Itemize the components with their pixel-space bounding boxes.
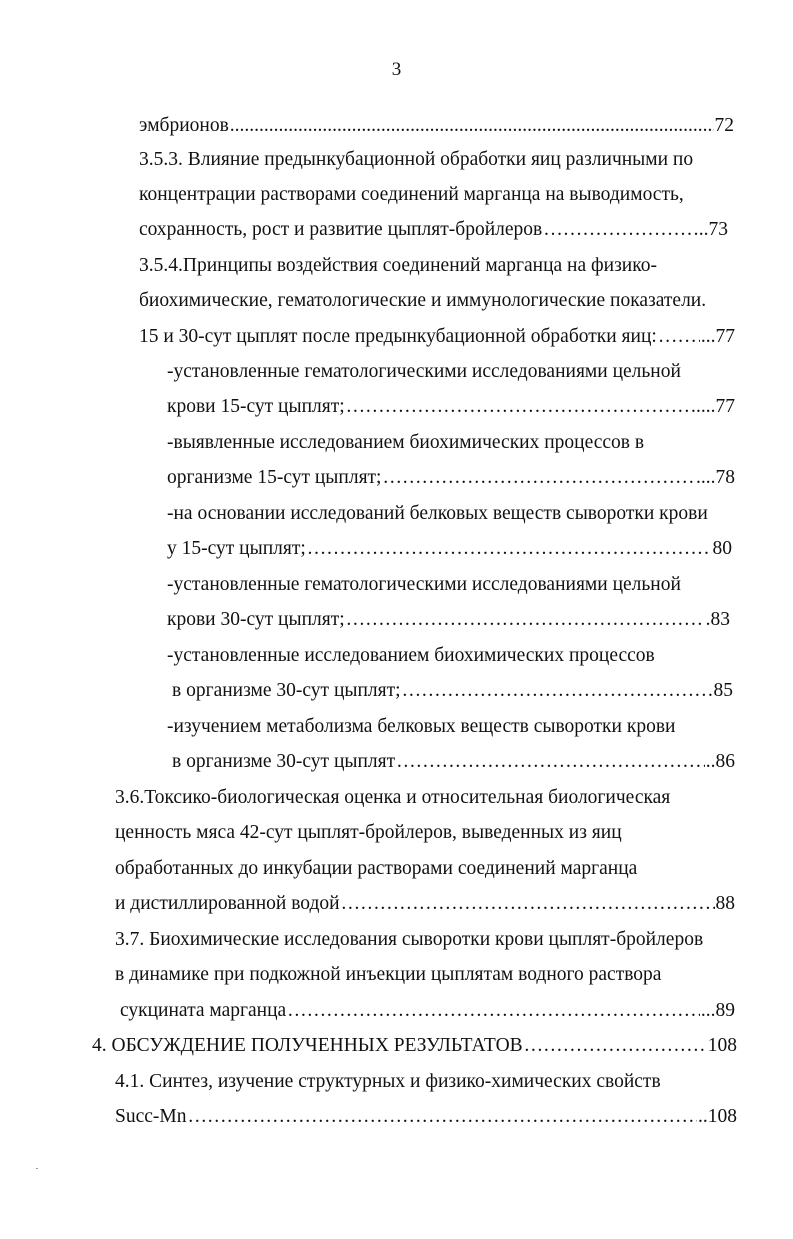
toc-entry-text: сохранность, рост и развитие цыплят-бройлеров	[139, 219, 543, 240]
toc-entry-text: 15 и 30-сут цыплят после предынкубационной обработки яиц:	[139, 326, 657, 347]
toc-entry-text: 3.7. Биохимические исследования сыворотки крови цыплят-бройлеров	[115, 929, 704, 950]
toc-entry	[115, 961, 735, 989]
toc-entry-page: 85	[713, 680, 733, 701]
dot-leader	[382, 464, 695, 492]
toc-entry	[139, 323, 735, 351]
toc-entry	[167, 571, 737, 599]
toc-entry	[167, 713, 737, 741]
toc-entry	[115, 819, 735, 847]
toc-entry-page: 108	[707, 1035, 737, 1056]
toc-entry-text: ценность мяса 42-сут цыплят-бройлеров, выведенных из яиц	[115, 822, 622, 843]
toc-entry	[115, 784, 735, 812]
toc-entry-text: 3.6.Токсико-биологическая оценка и относительная биологическая	[115, 787, 671, 808]
toc-entry-text: биохимические, гематологические и иммунологические показатели.	[139, 290, 707, 311]
toc-entry	[172, 748, 735, 776]
dot-leader	[524, 1032, 707, 1060]
page-number: 3	[391, 59, 402, 80]
dot-leader	[188, 1103, 698, 1131]
toc-entry-text: 3.5.3. Влияние предынкубационной обработки яиц различными по	[139, 149, 694, 170]
toc-entry	[172, 677, 733, 705]
toc-entry-text: -установленные гематологическими исследованиями цельной	[167, 574, 681, 595]
dot-leader	[287, 997, 700, 1025]
toc-entry	[120, 997, 735, 1025]
toc-entry-page: .83	[705, 609, 730, 630]
toc-entry-page: ....77	[696, 396, 735, 417]
toc-entry-text: -изучением метаболизма белковых веществ сыворотки крови	[167, 716, 676, 737]
toc-entry-text: в организме 30-сут цыплят;	[172, 680, 401, 701]
toc-entry-text: крови 15-сут цыплят;	[167, 396, 345, 417]
dot-leader	[341, 890, 715, 918]
toc-entry	[167, 535, 732, 563]
toc-entry-page: 88	[715, 893, 735, 914]
toc-entry	[139, 287, 739, 315]
dot-leader	[658, 323, 700, 351]
dot-leader	[543, 216, 698, 244]
toc-entry	[92, 1032, 737, 1060]
toc-entry-text: -на основании исследований белковых веществ сыворотки крови	[167, 503, 708, 524]
toc-entry-text: 4.1. Синтез, изучение структурных и физико-химических свойств	[115, 1071, 661, 1092]
dot-leader	[307, 535, 712, 563]
toc-entry	[115, 890, 735, 918]
toc-entry	[167, 393, 735, 421]
dot-leader	[346, 393, 695, 421]
toc-entry-text: в организме 30-сут цыплят	[172, 751, 396, 772]
toc-entry-page: ..108	[698, 1106, 737, 1127]
toc-entry-page: ....78	[696, 467, 735, 488]
scan-speck	[36, 1168, 38, 1169]
toc-entry-text: эмбрионов	[139, 115, 229, 136]
toc-entry	[139, 252, 739, 280]
toc-entry	[167, 358, 737, 386]
toc-entry-text: крови 30-сут цыплят;	[167, 609, 345, 630]
toc-entry-page: ..86	[705, 751, 735, 772]
toc-entry	[115, 1103, 737, 1131]
toc-entry	[167, 642, 737, 670]
toc-entry	[115, 1068, 735, 1096]
toc-entry-page: 80	[712, 538, 732, 559]
toc-entry-page: ...77	[700, 326, 735, 347]
dot-leader	[230, 112, 714, 140]
toc-entry-text: организме 15-сут цыплят;	[167, 467, 382, 488]
toc-entry-text: в динамике при подкожной инъекции цыплятам водного раствора	[115, 964, 662, 985]
toc-entry	[167, 500, 737, 528]
toc-entry	[115, 855, 735, 883]
toc-entry	[139, 181, 739, 209]
toc-entry-text: у 15-сут цыплят;	[167, 538, 306, 559]
toc-entry	[167, 464, 735, 492]
dot-leader	[402, 677, 713, 705]
toc-entry	[115, 926, 740, 954]
toc-entry-text: -установленные гематологическими исследованиями цельной	[167, 361, 681, 382]
toc-entry-text: 3.5.4.Принципы воздействия соединений марганца на физико-	[139, 255, 657, 276]
toc-entry	[139, 146, 739, 174]
toc-entry-page: ...89	[700, 1000, 735, 1021]
toc-entry-text: 4. ОБСУЖДЕНИЕ ПОЛУЧЕННЫХ РЕЗУЛЬТАТОВ	[92, 1035, 523, 1056]
toc-entry-text: и дистиллированной водой	[115, 893, 340, 914]
dot-leader	[396, 748, 705, 776]
toc-entry-text: -выявленные исследованием биохимических процессов в	[167, 432, 645, 453]
toc-entry	[139, 216, 728, 244]
toc-entry-text: сукцината марганца	[120, 1000, 287, 1021]
toc-entry-page: ..73	[698, 219, 728, 240]
toc-entry	[167, 429, 737, 457]
toc-entry-text: обработанных до инкубации растворами соединений марганца	[115, 858, 638, 879]
toc-entry-text: концентрации растворами соединений марганца на выводимость,	[139, 184, 684, 205]
toc-entry	[167, 606, 730, 634]
toc-entry	[139, 112, 734, 140]
dot-leader	[346, 606, 705, 634]
toc-entry-text: -установленные исследованием биохимических процессов	[167, 645, 655, 666]
toc-entry-page: 72	[714, 115, 734, 136]
toc-entry-text: Succ-Mn	[115, 1106, 187, 1127]
